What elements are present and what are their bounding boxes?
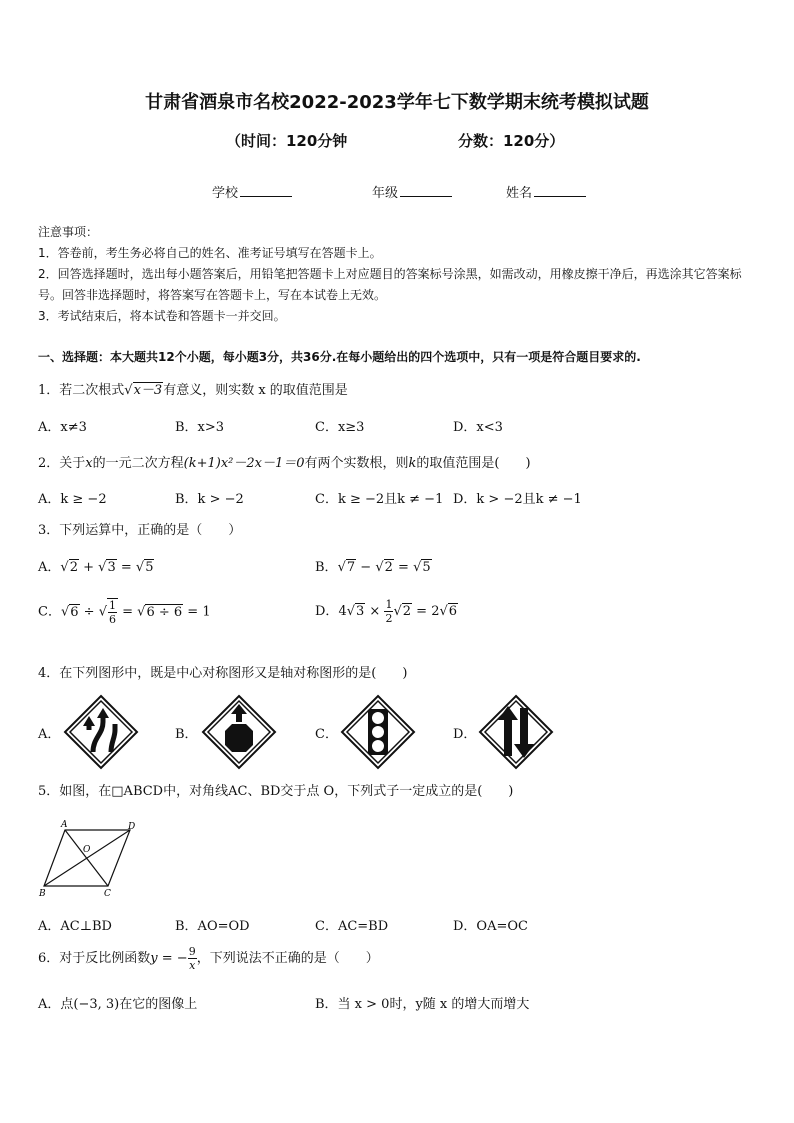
q3-option-c: C．√6 ÷ √ $\frac{1}{6}$ = √6 ÷ 6 = 1 [38,599,211,626]
grade-label: 年级 [372,186,399,201]
q2-pre: 2．关于 [38,456,86,471]
parallelogram-figure [38,818,142,898]
q6-option-a: A．点(−3, 3)在它的图像上 [38,997,198,1012]
q3-d-denominator: 2 [385,612,393,625]
q3-c-fraction [107,598,118,626]
q3-d-coef: 4 [338,604,347,619]
q6-lhs: y = − [150,951,188,966]
q1-option-c: C．x≥3 [315,420,365,435]
q3-a-eq: = [116,560,136,575]
name-label: 姓名 [506,186,533,201]
q3-c-label: C． [38,604,61,620]
q3-c-rad1: 6 [70,604,79,620]
q1-option-b: B．x>3 [175,420,225,435]
sign-traffic-signal-icon [340,694,416,770]
page-title: 甘肃省酒泉市名校2022-2023学年七下数学期末统考模拟试题 [145,92,649,113]
sign-merge-lanes-icon [63,694,139,770]
q3-d-numerator: 1 [385,598,393,611]
note-item: 2．回答选择题时，选出每小题答案后，用铅笔把答题卡上对应题目的答案标号涂黑，如需改动，用橡皮擦干净后，再选涂其它答案标号。回答非选择题时，将答案写在答题卡上，写在本试卷上无效。 [38,267,742,302]
vertex-label-c: C [104,889,111,898]
question-1: 1．若二次根式√x－3有意义，则实数 x 的取值范围是 [38,383,348,398]
q3-c-op: ÷ [79,604,99,620]
note-item: 3．考试结束后，将本试卷和答题卡一并交回。 [38,309,286,323]
question-5: 5．如图，在□ABCD中，对角线AC、BD交于点 O，下列式子一定成立的是( ) [38,784,514,799]
q2-option-b: B．k > −2 [175,492,244,507]
q2-option-a: A．k ≥ −2 [38,492,107,507]
sign-two-way-traffic-icon [478,694,554,770]
q2-equation: (k+1)x²－2x－1＝0 [183,456,305,471]
name-field[interactable] [506,182,586,201]
q1-radicand: x－3 [133,383,163,398]
q4-label-b: B． [175,727,198,742]
q6-fraction [188,945,197,972]
q6-numerator: 9 [188,945,196,958]
q3-a-rad3: 5 [145,560,154,575]
q3-option-b: B．√7 − √2 = √5 [315,560,431,575]
q3-option-a: A．√2 + √3 = √5 [38,560,154,575]
school-label: 学校 [212,186,239,201]
question-4: 4．在下列图形中，既是中心对称图形又是轴对称图形的是( ) [38,666,408,681]
q1-stem-post: 有意义，则实数 x 的取值范围是 [163,383,348,398]
q2-mid: 的一元二次方程 [92,456,184,471]
q5-option-d: D．OA=OC [453,919,528,934]
q4-label-a: A． [38,727,61,742]
q6-option-b: B．当 x > 0时，y随 x 的增大而增大 [315,997,530,1012]
grade-blank[interactable] [400,185,452,197]
q3-b-rad2: 2 [384,560,393,575]
q3-c-denominator: 6 [109,613,116,626]
q3-b-rad1: 7 [346,560,356,575]
vertex-label-a: A [61,820,68,830]
q3-d-rad1: 3 [356,604,365,619]
note-item: 1．答卷前，考生务必将自己的姓名、准考证号填写在答题卡上。 [38,246,382,260]
q3-d-rad2: 2 [402,604,412,619]
q3-d-rad3: 6 [448,604,458,619]
q3-b-rad3: 5 [422,560,431,575]
question-3: 3．下列运算中，正确的是（ ） [38,523,242,538]
notes-block [38,222,760,327]
q5-option-a: A．AC⊥BD [38,919,112,934]
q3-a-rad1: 2 [69,560,78,575]
school-field[interactable] [212,182,292,201]
q2-end: 的取值范围是( ) [416,456,531,471]
q3-c-eq1: = [118,604,138,620]
q4-label-c: C． [315,727,338,742]
q3-a-op: + [78,560,99,575]
q1-option-d: D．x<3 [453,420,503,435]
notes-heading: 注意事项： [38,225,99,239]
q2-post: 有两个实数根，则 [304,456,409,471]
q3-d-label: D． [315,604,339,619]
vertex-label-b: B [39,889,46,898]
q4-label-d: D． [453,727,477,742]
q3-c-rad3: 6 ÷ 6 [146,604,183,620]
q2-var-x: x [85,456,93,471]
q1-stem-pre: 1．若二次根式 [38,383,125,398]
exam-time: （时间：120分钟 [226,132,348,150]
q3-b-label: B． [315,560,338,575]
name-blank[interactable] [534,185,586,197]
q5-option-c: C．AC=BD [315,919,389,934]
q6-post: ，下列说法不正确的是（ ） [196,951,379,966]
q3-c-eq2: = 1 [183,604,211,620]
q6-pre: 6．对于反比例函数 [38,951,151,966]
q3-d-fraction [384,598,393,625]
q3-c-numerator: 1 [109,599,116,612]
section-heading: 一、选择题：本大题共12个小题，每小题3分，共36分.在每小题给出的四个选项中，只有一项是符合题目要求的. [38,350,641,364]
q3-a-rad2: 3 [107,560,116,575]
question-2 [38,452,531,471]
sign-stop-ahead-icon [201,694,277,770]
q2-option-c: C．k ≥ −2且k ≠ −1 [315,492,444,507]
q2-option-d: D．k > −2且k ≠ −1 [453,492,582,507]
question-6 [38,945,379,972]
q3-b-eq: = [393,560,414,575]
center-label-o: O [83,845,91,855]
q3-b-op: − [356,560,376,575]
q3-option-d: D．4√3 × $\frac{1}{2}$ √2 = 2√6 [315,598,458,625]
grade-field[interactable] [372,182,452,201]
q2-var-k: k [408,456,417,471]
q6-denominator: x [189,959,196,972]
q3-d-eq: = 2 [412,604,440,619]
q5-option-b: B．AO=OD [175,919,250,934]
q3-a-label: A． [38,560,61,575]
school-blank[interactable] [240,185,292,197]
q1-option-a: A．x≠3 [38,420,87,435]
exam-score: 分数：120分） [458,132,565,150]
vertex-label-d: D [128,822,136,832]
q3-d-op: × [365,604,385,619]
